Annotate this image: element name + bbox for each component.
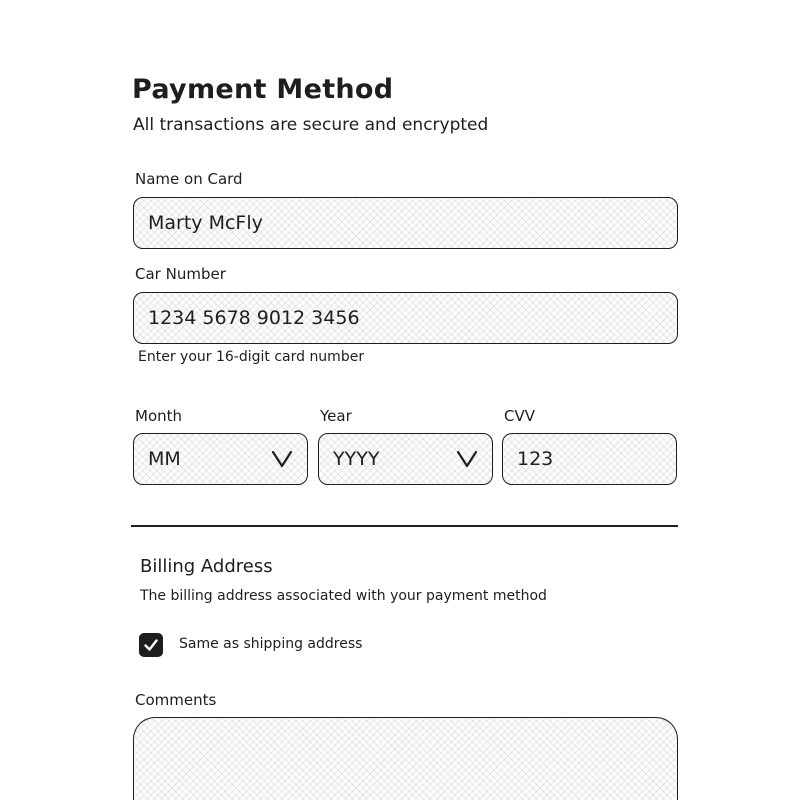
card-number-input[interactable]: [133, 292, 678, 344]
year-select[interactable]: [318, 433, 493, 485]
comments-label: Comments: [135, 691, 217, 709]
cvv-label: CVV: [504, 407, 535, 425]
year-value: YYYY: [333, 448, 380, 470]
check-icon: [143, 637, 159, 653]
page-subtitle: All transactions are secure and encrypted: [133, 115, 489, 135]
month-select[interactable]: [133, 433, 308, 485]
card-number-help: Enter your 16-digit card number: [138, 349, 365, 365]
name-on-card-label: Name on Card: [135, 170, 243, 188]
cvv-value: 123: [517, 448, 554, 470]
section-divider: [131, 525, 678, 527]
card-number-value: 1234 5678 9012 3456: [148, 307, 360, 329]
cvv-input[interactable]: [502, 433, 677, 485]
chevron-down-icon: [271, 448, 293, 470]
name-on-card-input[interactable]: [133, 197, 678, 249]
chevron-down-icon: [456, 448, 478, 470]
card-number-label: Car Number: [135, 265, 226, 283]
comments-textarea[interactable]: [133, 717, 678, 800]
same-as-shipping-checkbox[interactable]: [139, 633, 163, 657]
year-label: Year: [320, 407, 352, 425]
billing-heading: Billing Address: [140, 556, 273, 577]
page-title: Payment Method: [132, 74, 394, 105]
same-as-shipping-label[interactable]: Same as shipping address: [179, 636, 363, 652]
name-on-card-value: Marty McFly: [148, 212, 263, 234]
billing-description: The billing address associated with your payment method: [140, 588, 547, 604]
month-label: Month: [135, 407, 183, 425]
month-value: MM: [148, 448, 181, 470]
